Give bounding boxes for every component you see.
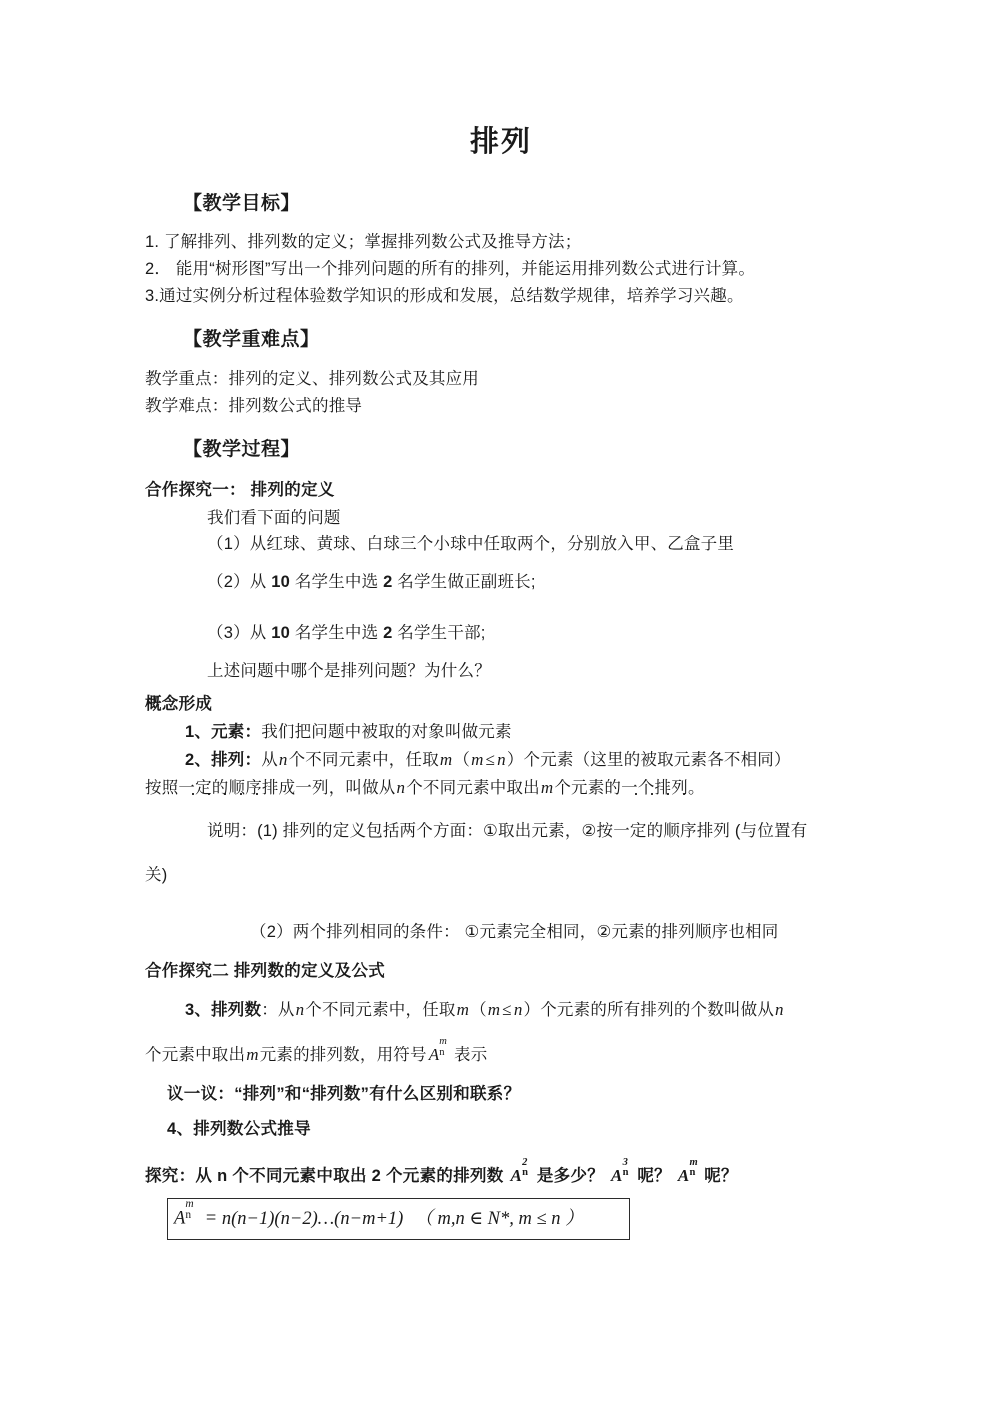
item-3-line2-text-a: 个元素中取出 (145, 1046, 246, 1065)
spacer (145, 218, 857, 229)
explore-one-question: 上述问题中哪个是排列问题？为什么？ (207, 661, 491, 680)
concept-item-2-text-c: （ (453, 750, 471, 769)
concept-item-permutation (145, 746, 857, 774)
spacer (145, 889, 857, 919)
problem-3-text-a: （3）从 (207, 623, 272, 642)
explore-two-item-3 (145, 996, 857, 1024)
problem-2-text-c: 名学生做正副班长; (392, 573, 536, 592)
explore-two-item-3-line-2 (145, 1036, 857, 1069)
problem-2-count-students: 10 (271, 573, 291, 592)
math-var-n: n (497, 749, 506, 769)
concept-item-2-text-a: 从 (261, 750, 278, 769)
perm-scripts (522, 1156, 535, 1181)
permutation-formula-box (167, 1198, 630, 1240)
math-var-n: n (396, 777, 406, 797)
permutation-symbol-a-n-2 (510, 1156, 534, 1191)
permutation-symbol-a-n-m (677, 1156, 702, 1191)
formula-perm-superscript: m (185, 1197, 194, 1210)
math-var-n: n (513, 1000, 523, 1020)
spacer (145, 465, 857, 476)
item-3-text-a: ：从 (261, 1001, 295, 1020)
concept-line2-text-e: 。 (687, 778, 705, 797)
math-var-n: n (278, 749, 288, 769)
perm-subscript: n (522, 1167, 529, 1179)
item-3-label: 3、排列数 (185, 1001, 262, 1020)
item-3-line2-text-b: 元素的排列数，用符号 (259, 1046, 427, 1065)
perm-base: A (510, 1165, 523, 1185)
formula-perm-scripts (185, 1197, 199, 1224)
concept-line2-text-b: 排成一列，叫做从 (261, 778, 396, 797)
math-var-n: n (295, 1000, 305, 1020)
perm-superscript: m (689, 1156, 698, 1168)
concept-line2-text-a: 按照 (145, 778, 179, 797)
spacer (145, 1069, 857, 1080)
perm-superscript: 2 (522, 1156, 528, 1168)
concept-item-permutation-line2 (145, 774, 857, 802)
formula-condition: （ m,n ∈ N*, m ≤ n ） (414, 1208, 584, 1229)
spacer (145, 1024, 857, 1041)
formula-perm-subscript: n (185, 1209, 192, 1222)
heading-teaching-objectives: 【教学目标】 (183, 192, 301, 214)
math-op-le: ≤ (502, 1000, 512, 1020)
concept-note-1-line-1: 说明：(1) 排列的定义包括两个方面：①取出元素，②按一定的顺序排列 (与位置有 (207, 822, 808, 841)
heading-explore-two: 合作探究二 排列数的定义及公式 (145, 961, 386, 980)
math-op-le: ≤ (485, 749, 496, 769)
formula-perm-base: A (174, 1208, 186, 1229)
spacer (145, 419, 857, 436)
math-var-m: m (456, 1000, 470, 1020)
math-var-m: m (246, 1045, 259, 1065)
heading-item-4-formula-derivation: 4、排列数公式推导 (167, 1119, 311, 1138)
spacer (145, 946, 857, 957)
emphasis-ordered: 一定的顺序 (178, 779, 262, 802)
item-3-line2-text-c: 表示 (454, 1046, 488, 1065)
spacer (145, 309, 857, 326)
perm-base: A (610, 1165, 623, 1185)
explore-one-problem-1: （1）从红球、黄球、白球三个小球中任取两个，分别放入甲、乙盒子里 (207, 535, 735, 554)
permutation-symbol-a-n-m (428, 1036, 452, 1069)
concept-note-2: （2）两个排列相同的条件： ①元素完全相同，②元素的排列顺序也相同 (250, 922, 779, 941)
concept-item-1-text: 我们把问题中被取的对象叫做元素 (261, 723, 512, 742)
emphasis-one-permutation: 一个排列 (621, 779, 688, 802)
formula-right-hand-side: n(n−1)(n−2)…(n−m+1) (221, 1208, 404, 1229)
concept-line2-text-c: 个不同元素中取出 (406, 778, 540, 797)
perm-superscript: 3 (622, 1156, 629, 1168)
math-var-m: m (487, 1000, 501, 1020)
spacer (145, 801, 857, 818)
problem-2-text-a: （2）从 (207, 573, 272, 592)
math-var-m: m (439, 749, 453, 769)
item-3-text-d: ）个元素的所有排列的个数叫做从 (523, 1001, 775, 1020)
discuss-prompt: 议一议：“排列”和“排列数”有什么区别和联系？ (167, 1084, 521, 1103)
problem-3-text-b: 名学生中选 (290, 623, 384, 642)
spacer (145, 647, 857, 658)
formula-equals: = (201, 1208, 221, 1229)
problem-2-count-selected: 2 (383, 573, 393, 592)
spacer (145, 845, 857, 862)
problem-3-text-c: 名学生干部; (392, 623, 486, 642)
objective-item-1: 1. 了解排列、排列数的定义；掌握排列数公式及推导方法； (145, 233, 582, 252)
concept-item-element (145, 719, 857, 746)
page-title: 排列 (469, 126, 532, 158)
spacer (145, 985, 857, 996)
objective-item-2: 2． 能用“树形图”写出一个排列问题的所有的排列，并能运用排列数公式进行计算。 (145, 260, 756, 279)
math-var-n: n (775, 1000, 784, 1020)
heading-teaching-process: 【教学过程】 (183, 439, 301, 461)
perm-subscript: n (622, 1167, 629, 1179)
perm-superscript: m (439, 1036, 448, 1048)
explore-text-a: 探究：从 n 个不同元素中取出 2 个元素的排列数 (145, 1166, 509, 1185)
spacer (145, 160, 857, 190)
problem-2-text-b: 名学生中选 (290, 573, 384, 592)
heading-explore-one: 合作探究一： 排列的定义 (145, 480, 335, 499)
keypoint-difficulty: 教学难点：排列数公式的推导 (145, 396, 363, 415)
item-3-text-c: （ (470, 1001, 487, 1020)
spacer (145, 1144, 857, 1161)
keypoint-focus: 教学重点：排列的定义、排列数公式及其应用 (145, 369, 479, 388)
explore-text-c: 呢？ (637, 1166, 676, 1185)
concept-note-1-line-2: 关) (145, 866, 168, 885)
explore-one-intro: 我们看下面的问题 (207, 508, 341, 527)
problem-3-count-selected: 2 (383, 623, 393, 642)
perm-subscript: n (689, 1167, 696, 1179)
explore-one-problem-2 (145, 569, 857, 596)
perm-subscript: n (439, 1046, 445, 1058)
explore-text-b: 是多少？ (536, 1166, 609, 1185)
explore-text-d: 呢？ (704, 1166, 738, 1185)
perm-base: A (677, 1165, 690, 1185)
spacer (145, 558, 857, 569)
perm-scripts (439, 1036, 452, 1060)
perm-scripts (689, 1156, 702, 1181)
problem-3-count-students: 10 (271, 623, 291, 642)
permutation-symbol-a-n-3 (610, 1156, 635, 1191)
concept-line2-text-d: 个元素的 (554, 778, 622, 797)
perm-base: A (428, 1045, 440, 1065)
math-var-m: m (540, 777, 554, 797)
concept-item-2-text-b: 个不同元素中，任取 (288, 750, 439, 769)
objective-item-3: 3.通过实例分析过程体验数学知识的形成和发展，总结数学规律，培养学习兴趣。 (145, 286, 744, 305)
document-content (145, 0, 857, 1240)
explore-one-problem-3 (145, 620, 857, 647)
concept-item-2-label: 2、排列： (185, 750, 262, 769)
heading-concept-formation: 概念形成 (145, 695, 213, 714)
explore-question-line (145, 1156, 857, 1191)
item-3-text-b: 个不同元素中，任取 (305, 1001, 456, 1020)
spacer (145, 596, 857, 620)
concept-item-1-label: 1、元素： (185, 723, 262, 742)
concept-item-2-text-d: ）个元素（这里的被取元素各不相同） (506, 750, 791, 769)
perm-scripts (622, 1156, 636, 1181)
math-var-m: m (471, 749, 484, 769)
heading-key-difficult-points: 【教学重难点】 (183, 329, 320, 351)
formula-permutation-symbol (174, 1197, 199, 1231)
spacer (145, 355, 857, 366)
